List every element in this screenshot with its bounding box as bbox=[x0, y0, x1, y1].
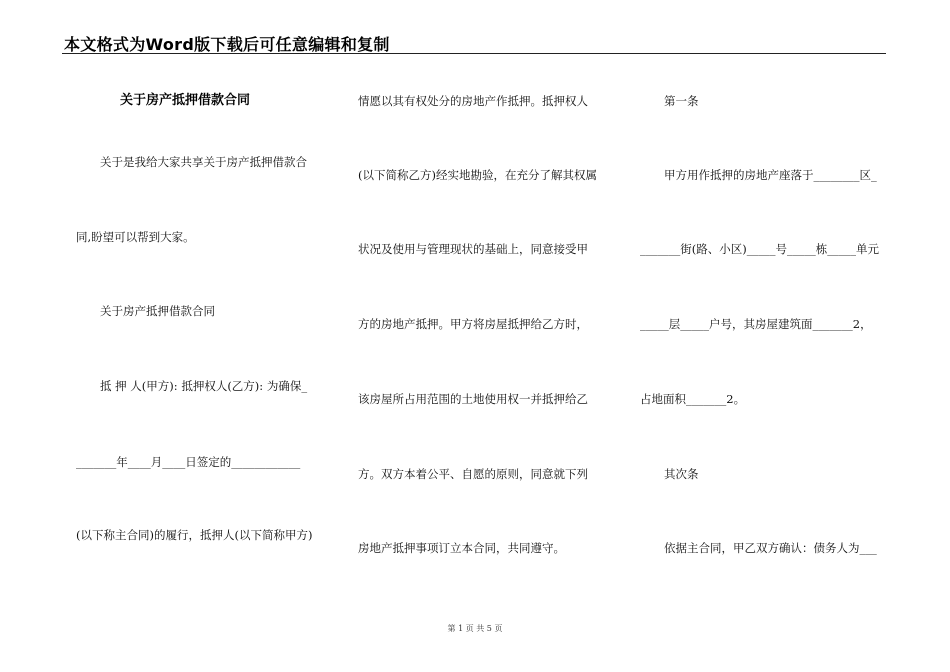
document-header-title: 本文格式为Word版下载后可任意编辑和复制 bbox=[64, 35, 390, 54]
paragraph-line: 该房屋所占用范围的土地使用权一并抵押给乙 bbox=[358, 392, 588, 406]
article-heading: 其次条 bbox=[664, 467, 699, 481]
text-column-1 bbox=[76, 0, 326, 672]
paragraph-line: 状况及使用与管理现状的基础上，同意接受甲 bbox=[358, 242, 588, 256]
paragraph-line: 关于房产抵押借款合同 bbox=[100, 304, 215, 318]
paragraph-line: 同,盼望可以帮到大家。 bbox=[76, 230, 195, 244]
paragraph-line: 方的房地产抵押。甲方将房屋抵押给乙方时， bbox=[358, 317, 588, 331]
page-number-footer: 第 1 页 共 5 页 bbox=[447, 624, 503, 633]
text-column-3 bbox=[640, 0, 890, 672]
paragraph-line: 关于是我给大家共享关于房产抵押借款合 bbox=[100, 155, 307, 169]
paragraph-line: 依据主合同，甲乙双方确认：债务人为___ bbox=[664, 541, 877, 555]
paragraph-line: _______年____月____日签定的____________ bbox=[76, 455, 301, 469]
paragraph-line: 抵 押 人(甲方): 抵押权人(乙方): 为确保_ bbox=[100, 379, 308, 393]
paragraph-line: 方。双方本着公平、自愿的原则，同意就下列 bbox=[358, 467, 588, 481]
contract-title: 关于房产抵押借款合同 bbox=[120, 93, 251, 108]
paragraph-line: 情愿以其有权处分的房地产作抵押。抵押权人 bbox=[358, 94, 588, 108]
paragraph-line: 甲方用作抵押的房地产座落于________区_ bbox=[664, 168, 877, 182]
text-column-2 bbox=[358, 0, 608, 672]
paragraph-line: (以下称主合同)的履行，抵押人(以下简称甲方) bbox=[76, 528, 313, 542]
paragraph-line: 占地面积_______2。 bbox=[640, 392, 746, 406]
paragraph-line: _____层_____户号，其房屋建筑面_______2， bbox=[640, 317, 872, 331]
article-heading: 第一条 bbox=[664, 94, 699, 108]
paragraph-line: 房地产抵押事项订立本合同，共同遵守。 bbox=[358, 541, 565, 555]
paragraph-line: (以下简称乙方)经实地勘验，在充分了解其权属 bbox=[358, 168, 597, 182]
paragraph-line: _______街(路、小区)_____号_____栋_____单元 bbox=[640, 242, 879, 256]
